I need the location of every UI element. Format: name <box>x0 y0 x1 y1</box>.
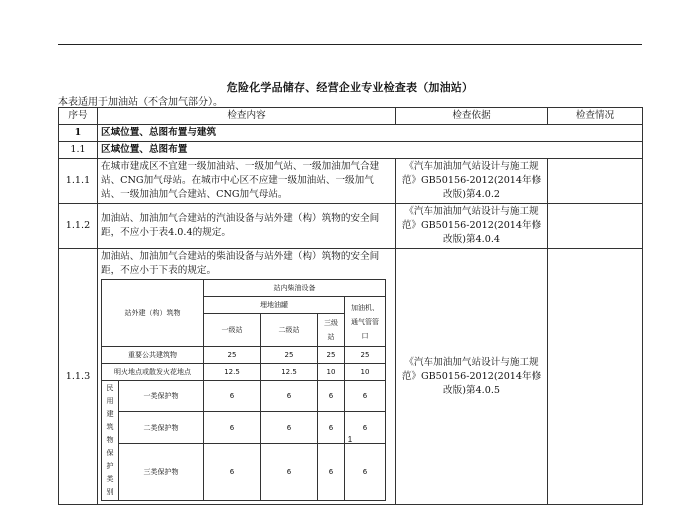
sub-cell: 10 <box>318 364 345 381</box>
sub-row-name: 明火地点或散发火花地点 <box>102 364 204 381</box>
table-row <box>59 159 643 204</box>
sub-cell: 6 <box>345 412 386 443</box>
row-content-text: 加油站、加油加气合建站的柴油设备与站外建（构）筑物的安全间距，不应小于下表的规定。 <box>101 251 380 276</box>
checklist-table <box>58 107 643 505</box>
sub-cell: 6 <box>345 443 386 500</box>
sub-row-name: 三类保护物 <box>119 443 204 500</box>
sub-head-dispenser: 加油机、通气管管口 <box>345 297 386 347</box>
table-header-row <box>59 108 643 125</box>
section-label: 区域位置、总图布置与建筑 <box>98 125 643 142</box>
sub-grade-3: 三级站 <box>318 314 345 347</box>
row-status[interactable] <box>548 249 643 505</box>
table-row <box>59 249 643 505</box>
table-row <box>59 204 643 249</box>
sub-cell: 25 <box>345 347 386 364</box>
row-no: 1.1.1 <box>59 159 98 204</box>
row-status[interactable] <box>548 204 643 249</box>
row-no: 1.1.2 <box>59 204 98 249</box>
sub-cell: 25 <box>261 347 318 364</box>
subsection-row <box>59 142 643 159</box>
sub-row <box>102 443 386 500</box>
diesel-distance-table <box>101 279 386 501</box>
header-content: 检查内容 <box>98 108 396 125</box>
sub-cell: 25 <box>318 347 345 364</box>
subsection-no: 1.1 <box>59 142 98 159</box>
row-basis: 《汽车加油加气站设计与施工规范》GB50156-2012(2014年修改版)第4.0.5 <box>396 249 548 505</box>
header-rule <box>58 44 642 45</box>
sub-cell: 6 <box>318 381 345 412</box>
sub-row-name: 二类保护物 <box>119 412 204 443</box>
sub-grade-2: 二级站 <box>261 314 318 347</box>
sub-row-name: 重要公共建筑物 <box>102 347 204 364</box>
sub-row <box>102 347 386 364</box>
row-content: 加油站、加油加气合建站的汽油设备与站外建（构）筑物的安全间距，不应小于表4.0.4的规定。 <box>98 204 396 249</box>
header-no: 序号 <box>59 108 98 125</box>
sub-cell: 25 <box>204 347 261 364</box>
row-basis: 《汽车加油加气站设计与施工规范》GB50156-2012(2014年修改版)第4.0.4 <box>396 204 548 249</box>
row-no: 1.1.3 <box>59 249 98 505</box>
row-content: 在城市建成区不宜建一级加油站、一级加气站、一级加油加气合建站、CNG加气母站。在城市中心区不应建一级加油站、一级加气站、一级加油加气合建站、CNG加气母站。 <box>98 159 396 204</box>
sub-cell: 6 <box>318 443 345 500</box>
page-number: 1 <box>347 435 353 444</box>
header-basis: 检查依据 <box>396 108 548 125</box>
sub-row <box>102 364 386 381</box>
row-status[interactable] <box>548 159 643 204</box>
subsection-label: 区域位置、总图布置 <box>98 142 643 159</box>
sub-head-tank: 埋地油罐 <box>204 297 345 314</box>
section-row <box>59 125 643 142</box>
row-content <box>98 249 396 505</box>
sub-cell: 10 <box>345 364 386 381</box>
sub-cell: 12.5 <box>261 364 318 381</box>
page-title: 危险化学品储存、经营企业专业检查表（加油站） <box>226 81 474 94</box>
sub-cell: 6 <box>204 443 261 500</box>
sub-cell: 6 <box>261 381 318 412</box>
sub-head-equipment: 站内柴油设备 <box>204 280 386 297</box>
sub-cell: 12.5 <box>204 364 261 381</box>
sub-cell: 6 <box>345 381 386 412</box>
sub-row-name: 一类保护物 <box>119 381 204 412</box>
section-no: 1 <box>59 125 98 142</box>
sub-cell: 6 <box>261 412 318 443</box>
sub-cell: 6 <box>318 412 345 443</box>
sub-row <box>102 381 386 412</box>
sub-cell: 6 <box>261 443 318 500</box>
sub-cell: 6 <box>204 381 261 412</box>
scope-note: 本表适用于加油站（不含加气部分）。 <box>58 97 223 108</box>
sub-grade-1: 一级站 <box>204 314 261 347</box>
sub-group-label: 民用建筑物保护类别 <box>102 381 119 501</box>
sub-head-building: 站外建（构）筑物 <box>102 280 204 347</box>
row-basis: 《汽车加油加气站设计与施工规范》GB50156-2012(2014年修改版)第4.0.2 <box>396 159 548 204</box>
sub-cell: 6 <box>204 412 261 443</box>
header-status: 检查情况 <box>548 108 643 125</box>
